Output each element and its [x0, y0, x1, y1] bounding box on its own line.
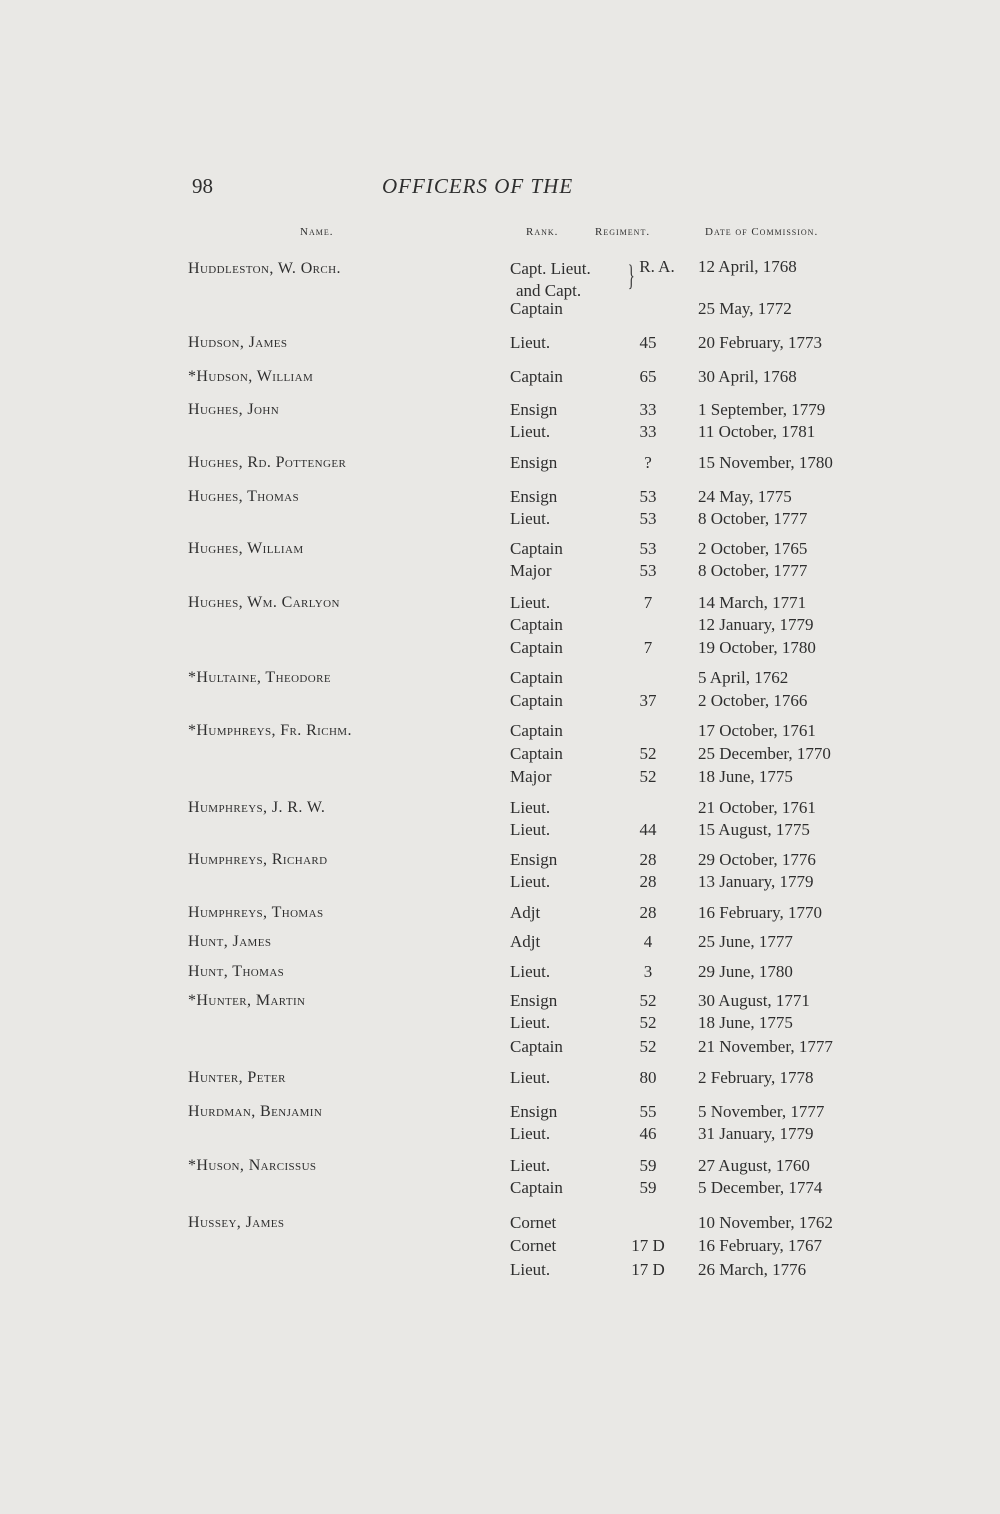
- regiment-cell: 52: [639, 744, 657, 763]
- officer-name: Humphreys, J. R. W.: [188, 799, 326, 816]
- date-cell: 29 October, 1776: [698, 850, 816, 869]
- rank-cell: Lieut.: [510, 422, 551, 441]
- officer-name: Hughes, Wm. Carlyon: [188, 594, 340, 611]
- rank-cell: Adjt: [510, 932, 541, 951]
- date-cell: 20 February, 1773: [698, 333, 823, 352]
- regiment-cell: 45: [639, 333, 657, 352]
- regiment-cell: 7: [643, 593, 653, 612]
- date-cell: 25 December, 1770: [698, 744, 831, 763]
- regiment-cell: 7: [643, 638, 653, 657]
- date-cell: 8 October, 1777: [698, 509, 808, 528]
- regiment-cell: 33: [639, 422, 657, 441]
- officer-name: *Hunter, Martin: [188, 992, 306, 1009]
- regiment-cell: 59: [639, 1156, 657, 1175]
- regiment-cell: 3: [643, 962, 653, 981]
- date-cell: 11 October, 1781: [698, 422, 816, 441]
- rank-cell: Lieut.: [510, 1013, 551, 1032]
- rank-cell: Lieut.: [510, 1124, 551, 1143]
- column-header-name: Name.: [300, 226, 334, 238]
- date-cell: 24 May, 1775: [698, 487, 792, 506]
- date-cell: 12 January, 1779: [698, 615, 814, 634]
- officer-name: *Hultaine, Theodore: [188, 669, 331, 686]
- officer-name: Hussey, James: [188, 1214, 285, 1231]
- page-number: 98: [192, 174, 213, 198]
- rank-cell: Ensign: [510, 400, 558, 419]
- column-header-regiment: Regiment.: [595, 226, 651, 238]
- date-cell: 5 April, 1762: [698, 668, 789, 687]
- rank-cell: Captain: [510, 367, 563, 386]
- regiment-cell: 46: [639, 1124, 657, 1143]
- date-cell: 16 February, 1767: [698, 1236, 823, 1255]
- officer-name: Humphreys, Richard: [188, 851, 328, 868]
- rank-cell: Lieut.: [510, 820, 551, 839]
- regiment-cell: 4: [643, 932, 653, 951]
- date-cell: 15 November, 1780: [698, 453, 833, 472]
- rank-cell: Lieut.: [510, 333, 551, 352]
- officer-name: Hughes, William: [188, 540, 304, 557]
- date-cell: 1 September, 1779: [698, 400, 826, 419]
- rank-cell: Major: [510, 561, 552, 580]
- date-cell: 8 October, 1777: [698, 561, 808, 580]
- date-cell: 2 February, 1778: [698, 1068, 814, 1087]
- officer-name: Hunter, Peter: [188, 1069, 286, 1086]
- regiment-cell: 53: [639, 561, 657, 580]
- officer-name: Hudson, James: [188, 334, 288, 351]
- rank-cell: Captain: [510, 1037, 563, 1056]
- date-cell: 2 October, 1765: [698, 539, 808, 558]
- rank-cell: Lieut.: [510, 1260, 551, 1279]
- rank-cell: Ensign: [510, 1102, 558, 1121]
- regiment-cell: 28: [639, 850, 657, 869]
- rank-cell: Captain: [510, 668, 563, 687]
- rank-cell: Captain: [510, 721, 563, 740]
- date-cell: 25 June, 1777: [698, 932, 793, 951]
- regiment-cell: 65: [639, 367, 657, 386]
- rank-cell: Cornet: [510, 1236, 557, 1255]
- rank-cell: Ensign: [510, 991, 558, 1010]
- rank-cell: Captain: [510, 638, 563, 657]
- regiment-cell: 52: [639, 1013, 657, 1032]
- brace-mark: }: [627, 259, 635, 292]
- rank-cell: Capt. Lieut.: [510, 259, 591, 278]
- regiment-cell: 53: [639, 539, 657, 558]
- date-cell: 5 December, 1774: [698, 1178, 823, 1197]
- date-cell: 16 February, 1770: [698, 903, 823, 922]
- date-cell: 25 May, 1772: [698, 299, 792, 318]
- officer-name: Hunt, James: [188, 933, 272, 950]
- rank-cell: Lieut.: [510, 1156, 551, 1175]
- officer-name: Hughes, Thomas: [188, 488, 300, 505]
- regiment-cell: 52: [639, 991, 657, 1010]
- rank-cell: Cornet: [510, 1213, 557, 1232]
- date-cell: 14 March, 1771: [698, 593, 807, 612]
- rank-cell: Captain: [510, 744, 563, 763]
- regiment-cell: 53: [639, 509, 657, 528]
- regiment-cell: 55: [639, 1102, 657, 1121]
- rank-cell: Captain: [510, 539, 563, 558]
- regiment-cell: 52: [639, 767, 657, 786]
- regiment-cell: 52: [639, 1037, 657, 1056]
- rank-cell: Captain: [510, 299, 563, 318]
- rank-cell: Lieut.: [510, 962, 551, 981]
- date-cell: 27 August, 1760: [698, 1156, 810, 1175]
- running-title: OFFICERS OF THE: [382, 174, 574, 198]
- date-cell: 19 October, 1780: [698, 638, 816, 657]
- rank-cell: Ensign: [510, 487, 558, 506]
- column-header-rank: Rank.: [526, 226, 559, 238]
- date-cell: 5 November, 1777: [698, 1102, 825, 1121]
- regiment-cell: 44: [639, 820, 657, 839]
- regiment-cell: 37: [639, 691, 657, 710]
- date-cell: 30 April, 1768: [698, 367, 797, 386]
- officer-name: Hughes, John: [188, 401, 280, 418]
- date-cell: 17 October, 1761: [698, 721, 816, 740]
- regiment-cell: 53: [639, 487, 657, 506]
- rank-cell: Captain: [510, 1178, 563, 1197]
- date-cell: 31 January, 1779: [698, 1124, 814, 1143]
- date-cell: 21 November, 1777: [698, 1037, 833, 1056]
- date-cell: 26 March, 1776: [698, 1260, 807, 1279]
- date-cell: 18 June, 1775: [698, 767, 793, 786]
- rank-cell: Lieut.: [510, 593, 551, 612]
- rank-cell: Major: [510, 767, 552, 786]
- officer-name: Hughes, Rd. Pottenger: [188, 454, 347, 471]
- column-header-date: Date of Commission.: [705, 226, 819, 238]
- officer-name: *Huson, Narcissus: [188, 1157, 317, 1174]
- rank-cell: Lieut.: [510, 798, 551, 817]
- regiment-cell: 17 D: [631, 1260, 665, 1279]
- rank-cell: Lieut.: [510, 872, 551, 891]
- regiment-cell: ?: [644, 453, 652, 472]
- rank-cell: Captain: [510, 615, 563, 634]
- date-cell: 18 June, 1775: [698, 1013, 793, 1032]
- officer-name: *Hudson, William: [188, 368, 314, 385]
- regiment-cell: 28: [639, 903, 657, 922]
- officer-name: Huddleston, W. Orch.: [188, 260, 341, 277]
- regiment-cell: R. A.: [639, 257, 675, 276]
- date-cell: 10 November, 1762: [698, 1213, 833, 1232]
- regiment-cell: 33: [639, 400, 657, 419]
- officer-name: Hurdman, Benjamin: [188, 1103, 323, 1120]
- date-cell: 2 October, 1766: [698, 691, 808, 710]
- rank-cell: Ensign: [510, 453, 558, 472]
- date-cell: 29 June, 1780: [698, 962, 793, 981]
- date-cell: 21 October, 1761: [698, 798, 816, 817]
- rank-cell: and Capt.: [516, 281, 582, 300]
- rank-cell: Captain: [510, 691, 563, 710]
- rank-cell: Adjt: [510, 903, 541, 922]
- officer-name: *Humphreys, Fr. Richm.: [188, 722, 352, 739]
- regiment-cell: 80: [639, 1068, 657, 1087]
- rank-cell: Lieut.: [510, 1068, 551, 1087]
- rank-cell: Ensign: [510, 850, 558, 869]
- date-cell: 30 August, 1771: [698, 991, 810, 1010]
- rank-cell: Lieut.: [510, 509, 551, 528]
- date-cell: 15 August, 1775: [698, 820, 810, 839]
- regiment-cell: 17 D: [631, 1236, 665, 1255]
- date-cell: 13 January, 1779: [698, 872, 814, 891]
- date-cell: 12 April, 1768: [698, 257, 797, 276]
- officer-name: Humphreys, Thomas: [188, 904, 324, 921]
- officer-name: Hunt, Thomas: [188, 963, 285, 980]
- regiment-cell: 28: [639, 872, 657, 891]
- regiment-cell: 59: [639, 1178, 657, 1197]
